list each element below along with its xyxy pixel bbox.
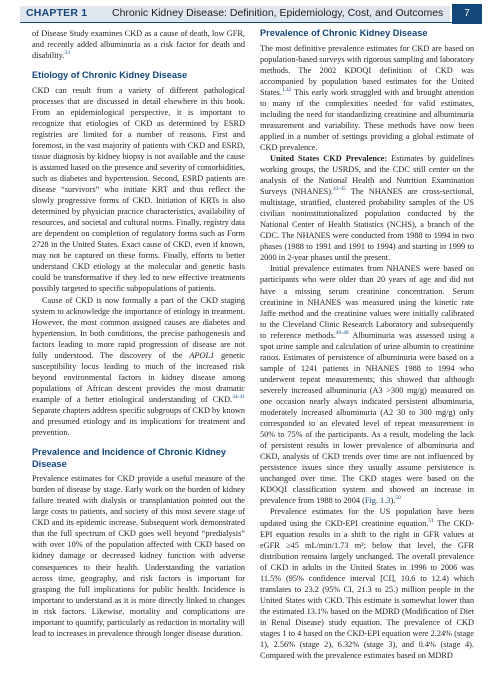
figure-link[interactable]: Fig. 1.3	[364, 496, 391, 506]
etiology-paragraph-2: Cause of CKD is now formally a part of the CKD staging system to acknowledge the importance of etiology in treatment. However, the most common assigned causes are diabetes and hypertension. In both conditions, the precise pathogenesis and factors leading to more rapid progression of disease are not fully understood. The discovery of the APOL1 genetic susceptibility locus leading to much of the increased risk beyond environmental factors in kidney disease among populations of African descent provides the most dramatic example of a better etiological understanding of CKD.$^{34-41}$ Separate chapters address specific subgroups of CKD by known and presumed etiology and its implications for treatment and prevention.	[32, 295, 245, 438]
gene-name: APOL1	[189, 350, 215, 360]
header-rule	[20, 22, 482, 23]
citation[interactable]: 46-48	[335, 329, 349, 336]
nhanes-paragraph: Initial prevalence estimates from NHANES were based on participants who were older than 20 years of age and did not have a missing serum creatinine concentration. Serum creatinine in NHANES was measured using the kinetic rate Jaffe method and the creatinine values were initially calibrated to the Cleveland Clinic Research Laboratory and subsequently to reference methods.$^{46-48}$ Albuminuria was assessed using a spot urine sample and calculation of urine albumin to creatinine ratios. Estimates of persistence of albuminuria were based on a sample of 1241 patients in NHANES 1988 to 1994 who underwent repeat measurements; this showed that although severely increased albuminuria (A3 >300 mg/g) measured on one occasion nearly always indicated persistent albuminuria, moderately increased albuminuria (A2 30 to 300 mg/g) only corresponded to an elevated level of repeat measurement in 50% to 75% of the participants. As a result, modeling the lack of persistent results in lower prevalence of albuminuria and CKD, analysis of CKD trends over time are not influenced by persistence issues since they usually assume persistence is unchanged over time. The CKD stages were based on the KDOQI classification system and showed an increase in prevalence from 1988 to 2004 (Fig. 1.3).$^{50}$	[260, 264, 475, 506]
run-in-heading: United States CKD Prevalence:	[270, 153, 388, 163]
chapter-title: Chronic Kidney Disease: Definition, Epidemiology, Cost, and Outcomes	[112, 7, 444, 19]
left-column	[32, 28, 245, 639]
heading-prevalence-ckd: Prevalence of Chronic Kidney Disease	[260, 28, 428, 38]
heading-prevalence-incidence: Prevalence and Incidence of Chronic Kidney Disease	[32, 447, 227, 469]
ckd-epi-paragraph: Prevalence estimates for the US population have been updated using the CKD-EPI creatinine equation.$^{51}$ The CKD-EPI equation results in a shift to the right in GFR values at eGFR ≥45 mL/min/1.73 m²; below that level, the GFR distribution remains largely unchanged. The overall prevalence of CKD in adults in the United States in 1996 to 2006 was 11.5% (95% confidence interval [CI], 10.6 to 12.4) which translates to 23.2 (95% CI, 21.3 to 25.) million people in the United States with CKD. This estimate is somewhat lower than the estimated 13.1% based on the MDRD (Modification of Diet in Renal Disease) study equation. The prevalence of CKD stages 1 to 4 based on the CKD-EPI equation were 2.24% (stage 1), 2.56% (stage 2), 6.32% (stage 3), and 0.4% (stage 4). Compared with the prevalence estimates based on MDRD	[260, 507, 474, 661]
citation[interactable]: 50	[395, 495, 401, 502]
citation[interactable]: 43-45	[333, 186, 346, 193]
running-header	[0, 0, 500, 24]
us-prevalence-paragraph: United States CKD Prevalence: Estimates by guidelines working groups, the USRDS, and the CDC still center on the analysis of the National Health and Nutrition Examination Surveys (NHANES).$^{43-45}$ The NHANES are cross-sectional, multistage, stratified, clustered probability samples of the US civilian noninstitutionalized population conducted by the National Center of Health Statistics (NCHS), a branch of the CDC. The NHANES were conducted from 1988 to 1994 in two phases (1988 to 1991 and 1991 to 1994) and starting in 1999 to 2000 in 2-year phases until the present.	[260, 153, 474, 263]
citation[interactable]: 34-41	[232, 394, 245, 401]
heading-etiology: Etiology of Chronic Kidney Disease	[32, 70, 188, 81]
prevalence-paragraph: Prevalence estimates for CKD provide a useful measure of the burden of disease by stage. Early work on the burden of kidney failure treated with dialysis or transplantation pointed out the large costs to patients, and society of this most severe stage of CKD and its epidemic increase. Subsequent work demonstrated that the full spectrum of CKD goes well beyond “predialysis” with over 10% of the population affected with CKD based on kidney damage or decreased kidney function with adverse consequences to their health. Understanding the variation across time, geography, and risk factors is important for grasping the full implications for public health. Incidence is important to understand as it is more directly linked to changes in risk factors. Likewise, mortality and complications are important to quantify, particularly as reduction in mortality will lead to increases in prevalence through longer disease duration.	[32, 474, 245, 638]
citation[interactable]: 33	[64, 50, 70, 57]
chapter-label: CHAPTER 1	[26, 7, 88, 19]
citation[interactable]: 1,42	[281, 86, 292, 93]
page-number: 7	[452, 4, 482, 24]
prevalence-paragraph-1: The most definitive prevalence estimates for CKD are based on population-based surveys with rigorous sampling and laboratory methods. The 2002 KDOQI definition of CKD was accompanied by population based estimates for the United States.$^{1,42}$ This early work struggled with and brought attention to many of the complexities needed for valid estimates, including the need for standardizing creatinine and albuminuria measurement and variability. These methods have now been applied in a number of settings providing a global estimate of CKD prevalence.	[260, 43, 474, 152]
citation[interactable]: 51	[428, 517, 434, 524]
etiology-paragraph-1: CKD can result from a variety of different pathological processes that are discussed in detail elsewhere in this book. From an epidemiological perspective, it is important to recognize that etiologies of CKD as determined by ESRD registries are limited for a number of reasons. First and foremost, in the vast majority of patients with CKD and ESRD, tissue diagnosis by kidney biopsy is not available and the cause is assumed based on the presence and severity of comorbidities, such as diabetes and hypertension. Second, ESRD patients are disease “survivors” who initiate KRT and thus reflect the slowly progressive forms of CKD. Initiation of KRTs is also determined by physician practice characteristics, availability of resources, and societal and cultural norms. Finally, registry data are dependent on completion of regulatory forms such as Form 2728 in the United States. Exact cause of CKD, even if known, may not be captured on these forms. Finally, efforts to better understand CKD etiology at the molecular and genetic basis could be transformative if they led to new effective treatments possibly targeted to specific subpopulations of patients.	[32, 85, 245, 294]
continued-paragraph: of Disease Study examines CKD as a cause of death, low GFR, and recently added albuminuria as a risk factor for death and disability.$^{33}$	[32, 29, 245, 61]
right-column	[260, 28, 474, 661]
